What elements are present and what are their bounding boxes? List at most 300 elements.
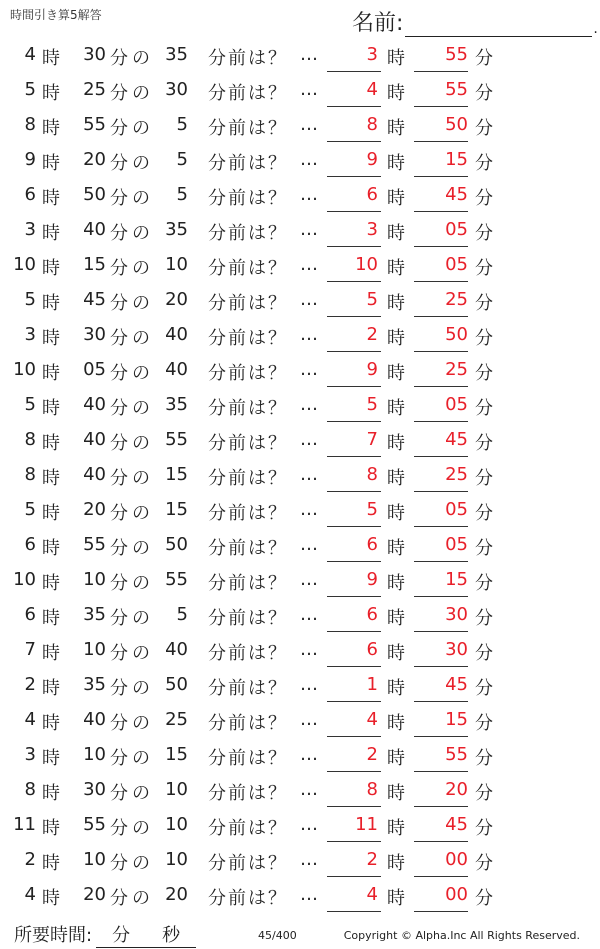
answer-hour-label: 時 xyxy=(387,258,405,279)
answer-minute-label: 分 xyxy=(475,433,493,454)
problem-minute: 10 xyxy=(83,849,106,870)
minutes-before: 35 xyxy=(165,44,188,65)
answer-minute-field[interactable] xyxy=(414,456,468,457)
answer-hour-field[interactable] xyxy=(327,176,381,177)
minutes-before: 55 xyxy=(165,569,188,590)
problem-row xyxy=(0,214,600,249)
question-label: 分前は？ xyxy=(208,818,288,839)
answer-hour: 6 xyxy=(366,534,378,555)
name-label: 名前: xyxy=(352,11,404,36)
answer-minute: 50 xyxy=(445,114,468,135)
minute-label: 分 xyxy=(110,433,128,454)
question-label: 分前は？ xyxy=(208,783,288,804)
hour-label: 時 xyxy=(42,293,60,314)
ellipsis: … xyxy=(300,604,318,625)
answer-hour: 2 xyxy=(366,744,378,765)
hour-label: 時 xyxy=(42,573,60,594)
minutes-before: 40 xyxy=(165,359,188,380)
answer-hour-label: 時 xyxy=(387,503,405,524)
answer-hour: 5 xyxy=(366,289,378,310)
answer-hour-field[interactable] xyxy=(327,596,381,597)
question-label: 分前は？ xyxy=(208,398,288,419)
answer-minute-field[interactable] xyxy=(414,141,468,142)
question-label: 分前は？ xyxy=(208,153,288,174)
hour-label: 時 xyxy=(42,433,60,454)
minute-label: 分 xyxy=(112,925,131,946)
hour-label: 時 xyxy=(42,83,60,104)
problem-hour: 3 xyxy=(24,219,36,240)
problem-row xyxy=(0,634,600,669)
problem-row xyxy=(0,739,600,774)
answer-hour: 2 xyxy=(366,324,378,345)
of-label: の xyxy=(132,853,150,874)
answer-minute-field[interactable] xyxy=(414,841,468,842)
answer-hour-field[interactable] xyxy=(327,701,381,702)
problem-row xyxy=(0,564,600,599)
answer-hour-label: 時 xyxy=(387,398,405,419)
minute-label: 分 xyxy=(110,678,128,699)
answer-minute-label: 分 xyxy=(475,748,493,769)
of-label: の xyxy=(132,748,150,769)
of-label: の xyxy=(132,468,150,489)
problem-hour: 9 xyxy=(24,149,36,170)
answer-hour: 6 xyxy=(366,604,378,625)
problem-row xyxy=(0,704,600,739)
problem-row xyxy=(0,249,600,284)
name-field[interactable] xyxy=(405,14,592,37)
answer-hour-label: 時 xyxy=(387,433,405,454)
problem-minute: 45 xyxy=(83,289,106,310)
ellipsis: … xyxy=(300,674,318,695)
answer-hour-label: 時 xyxy=(387,713,405,734)
minutes-before: 10 xyxy=(165,814,188,835)
ellipsis: … xyxy=(300,884,318,905)
question-label: 分前は？ xyxy=(208,643,288,664)
problem-hour: 2 xyxy=(24,674,36,695)
minute-label: 分 xyxy=(110,713,128,734)
ellipsis: … xyxy=(300,534,318,555)
question-label: 分前は？ xyxy=(208,363,288,384)
hour-label: 時 xyxy=(42,48,60,69)
answer-hour-field[interactable] xyxy=(327,911,381,912)
problem-hour: 4 xyxy=(24,884,36,905)
problem-row xyxy=(0,529,600,564)
problem-row xyxy=(0,109,600,144)
problem-minute: 10 xyxy=(83,639,106,660)
answer-hour-field[interactable] xyxy=(327,876,381,877)
question-label: 分前は？ xyxy=(208,608,288,629)
answer-hour-label: 時 xyxy=(387,748,405,769)
problem-hour: 3 xyxy=(24,744,36,765)
question-label: 分前は？ xyxy=(208,118,288,139)
question-label: 分前は？ xyxy=(208,853,288,874)
ellipsis: … xyxy=(300,289,318,310)
hour-label: 時 xyxy=(42,783,60,804)
answer-hour-label: 時 xyxy=(387,538,405,559)
problem-row xyxy=(0,179,600,214)
answer-hour-field[interactable] xyxy=(327,71,381,72)
answer-minute-field[interactable] xyxy=(414,736,468,737)
problem-minute: 55 xyxy=(83,114,106,135)
question-label: 分前は？ xyxy=(208,83,288,104)
minutes-before: 50 xyxy=(165,534,188,555)
question-label: 分前は？ xyxy=(208,748,288,769)
answer-minute-label: 分 xyxy=(475,608,493,629)
problem-row xyxy=(0,879,600,914)
answer-hour: 4 xyxy=(366,709,378,730)
answer-hour-field[interactable] xyxy=(327,246,381,247)
answer-minute-field[interactable] xyxy=(414,666,468,667)
answer-hour-label: 時 xyxy=(387,783,405,804)
answer-hour: 8 xyxy=(366,114,378,135)
minute-label: 分 xyxy=(110,748,128,769)
answer-minute-field[interactable] xyxy=(414,421,468,422)
worksheet-title: 時間引き算5解答 xyxy=(10,8,102,22)
answer-hour: 4 xyxy=(366,79,378,100)
question-label: 分前は？ xyxy=(208,328,288,349)
answer-minute: 00 xyxy=(445,884,468,905)
answer-hour-field[interactable] xyxy=(327,211,381,212)
hour-label: 時 xyxy=(42,223,60,244)
minutes-before: 5 xyxy=(176,604,188,625)
answer-hour-label: 時 xyxy=(387,328,405,349)
answer-minute-field[interactable] xyxy=(414,316,468,317)
answer-minute-label: 分 xyxy=(475,188,493,209)
ellipsis: … xyxy=(300,464,318,485)
answer-hour-field[interactable] xyxy=(327,141,381,142)
problem-minute: 20 xyxy=(83,499,106,520)
answer-hour-field[interactable] xyxy=(327,386,381,387)
answer-hour-field[interactable] xyxy=(327,841,381,842)
ellipsis: … xyxy=(300,814,318,835)
minutes-before: 35 xyxy=(165,394,188,415)
problem-minute: 20 xyxy=(83,149,106,170)
answer-minute-label: 分 xyxy=(475,363,493,384)
answer-hour-label: 時 xyxy=(387,888,405,909)
answer-hour-field[interactable] xyxy=(327,561,381,562)
of-label: の xyxy=(132,293,150,314)
answer-hour: 6 xyxy=(366,184,378,205)
answer-hour: 2 xyxy=(366,849,378,870)
answer-minute-label: 分 xyxy=(475,573,493,594)
minute-label: 分 xyxy=(110,503,128,524)
answer-hour-field[interactable] xyxy=(327,771,381,772)
answer-hour-field[interactable] xyxy=(327,316,381,317)
answer-hour-label: 時 xyxy=(387,188,405,209)
answer-minute: 00 xyxy=(445,849,468,870)
answer-minute-label: 分 xyxy=(475,258,493,279)
minute-label: 分 xyxy=(110,573,128,594)
of-label: の xyxy=(132,433,150,454)
of-label: の xyxy=(132,608,150,629)
minutes-before: 10 xyxy=(165,779,188,800)
problem-hour: 3 xyxy=(24,324,36,345)
answer-minute-field[interactable] xyxy=(414,176,468,177)
of-label: の xyxy=(132,48,150,69)
ellipsis: … xyxy=(300,744,318,765)
copyright: Copyright © Alpha.Inc All Rights Reserved. xyxy=(343,929,580,942)
answer-minute-label: 分 xyxy=(475,888,493,909)
ellipsis: … xyxy=(300,849,318,870)
answer-minute: 05 xyxy=(445,219,468,240)
answer-hour-field[interactable] xyxy=(327,351,381,352)
question-label: 分前は？ xyxy=(208,223,288,244)
question-label: 分前は？ xyxy=(208,188,288,209)
hour-label: 時 xyxy=(42,608,60,629)
minute-label: 分 xyxy=(110,83,128,104)
answer-minute: 25 xyxy=(445,464,468,485)
answer-hour-field[interactable] xyxy=(327,666,381,667)
answer-hour-label: 時 xyxy=(387,468,405,489)
of-label: の xyxy=(132,643,150,664)
answer-hour-label: 時 xyxy=(387,153,405,174)
ellipsis: … xyxy=(300,429,318,450)
name-area xyxy=(352,6,598,37)
answer-minute: 45 xyxy=(445,674,468,695)
problem-row xyxy=(0,494,600,529)
time-required-field[interactable] xyxy=(96,921,196,948)
minute-label: 分 xyxy=(110,888,128,909)
answer-hour: 9 xyxy=(366,359,378,380)
answer-minute-field[interactable] xyxy=(414,876,468,877)
answer-hour: 11 xyxy=(355,814,378,835)
ellipsis: … xyxy=(300,569,318,590)
question-label: 分前は？ xyxy=(208,713,288,734)
problem-minute: 10 xyxy=(83,744,106,765)
answer-hour-field[interactable] xyxy=(327,631,381,632)
answer-minute: 15 xyxy=(445,569,468,590)
of-label: の xyxy=(132,223,150,244)
answer-hour: 5 xyxy=(366,499,378,520)
problem-list xyxy=(0,39,600,914)
minutes-before: 20 xyxy=(165,289,188,310)
answer-minute: 05 xyxy=(445,499,468,520)
minute-label: 分 xyxy=(110,223,128,244)
of-label: の xyxy=(132,818,150,839)
of-label: の xyxy=(132,678,150,699)
hour-label: 時 xyxy=(42,118,60,139)
hour-label: 時 xyxy=(42,643,60,664)
answer-minute: 55 xyxy=(445,44,468,65)
answer-minute-label: 分 xyxy=(475,398,493,419)
answer-minute: 45 xyxy=(445,184,468,205)
answer-minute-label: 分 xyxy=(475,48,493,69)
answer-minute: 30 xyxy=(445,604,468,625)
problem-hour: 5 xyxy=(24,499,36,520)
problem-hour: 5 xyxy=(24,289,36,310)
ellipsis: … xyxy=(300,219,318,240)
of-label: の xyxy=(132,118,150,139)
problem-minute: 35 xyxy=(83,604,106,625)
of-label: の xyxy=(132,363,150,384)
ellipsis: … xyxy=(300,324,318,345)
answer-hour: 5 xyxy=(366,394,378,415)
problem-row xyxy=(0,284,600,319)
ellipsis: … xyxy=(300,184,318,205)
answer-minute-label: 分 xyxy=(475,503,493,524)
answer-minute-field[interactable] xyxy=(414,246,468,247)
problem-minute: 30 xyxy=(83,779,106,800)
answer-minute-field[interactable] xyxy=(414,71,468,72)
answer-hour-field[interactable] xyxy=(327,736,381,737)
answer-hour-field[interactable] xyxy=(327,806,381,807)
question-label: 分前は？ xyxy=(208,258,288,279)
problem-minute: 30 xyxy=(83,324,106,345)
minute-label: 分 xyxy=(110,48,128,69)
answer-minute-label: 分 xyxy=(475,153,493,174)
minutes-before: 25 xyxy=(165,709,188,730)
problem-minute: 40 xyxy=(83,709,106,730)
answer-minute-field[interactable] xyxy=(414,631,468,632)
minutes-before: 15 xyxy=(165,464,188,485)
question-label: 分前は？ xyxy=(208,573,288,594)
answer-minute-field[interactable] xyxy=(414,596,468,597)
answer-hour: 3 xyxy=(366,44,378,65)
minute-label: 分 xyxy=(110,363,128,384)
answer-minute-field[interactable] xyxy=(414,106,468,107)
hour-label: 時 xyxy=(42,818,60,839)
answer-minute: 45 xyxy=(445,814,468,835)
answer-minute-label: 分 xyxy=(475,328,493,349)
minute-label: 分 xyxy=(110,293,128,314)
minutes-before: 5 xyxy=(176,184,188,205)
of-label: の xyxy=(132,153,150,174)
minutes-before: 10 xyxy=(165,849,188,870)
question-label: 分前は？ xyxy=(208,538,288,559)
time-required xyxy=(14,921,196,948)
answer-minute-field[interactable] xyxy=(414,911,468,912)
answer-minute: 05 xyxy=(445,254,468,275)
minutes-before: 40 xyxy=(165,639,188,660)
answer-minute-label: 分 xyxy=(475,713,493,734)
problem-row xyxy=(0,144,600,179)
minute-label: 分 xyxy=(110,643,128,664)
answer-minute-label: 分 xyxy=(475,853,493,874)
answer-minute: 25 xyxy=(445,359,468,380)
hour-label: 時 xyxy=(42,328,60,349)
problem-hour: 6 xyxy=(24,184,36,205)
problem-hour: 8 xyxy=(24,429,36,450)
answer-minute-field[interactable] xyxy=(414,806,468,807)
answer-hour: 8 xyxy=(366,779,378,800)
problem-hour: 10 xyxy=(13,569,36,590)
answer-hour-field[interactable] xyxy=(327,456,381,457)
answer-minute-label: 分 xyxy=(475,223,493,244)
of-label: の xyxy=(132,538,150,559)
problem-hour: 6 xyxy=(24,534,36,555)
answer-hour-label: 時 xyxy=(387,293,405,314)
answer-hour: 6 xyxy=(366,639,378,660)
problem-row xyxy=(0,424,600,459)
answer-hour: 4 xyxy=(366,884,378,905)
minute-label: 分 xyxy=(110,608,128,629)
answer-minute-field[interactable] xyxy=(414,561,468,562)
problem-hour: 7 xyxy=(24,639,36,660)
hour-label: 時 xyxy=(42,188,60,209)
answer-minute: 45 xyxy=(445,429,468,450)
answer-hour-label: 時 xyxy=(387,118,405,139)
answer-minute-field[interactable] xyxy=(414,281,468,282)
ellipsis: … xyxy=(300,639,318,660)
answer-minute-field[interactable] xyxy=(414,701,468,702)
answer-minute: 15 xyxy=(445,149,468,170)
minute-label: 分 xyxy=(110,258,128,279)
hour-label: 時 xyxy=(42,153,60,174)
answer-minute-field[interactable] xyxy=(414,386,468,387)
answer-minute: 05 xyxy=(445,394,468,415)
problem-row xyxy=(0,809,600,844)
answer-hour: 9 xyxy=(366,149,378,170)
problem-minute: 05 xyxy=(83,359,106,380)
problem-minute: 35 xyxy=(83,674,106,695)
answer-hour-field[interactable] xyxy=(327,281,381,282)
answer-minute-field[interactable] xyxy=(414,526,468,527)
minute-label: 分 xyxy=(110,118,128,139)
of-label: の xyxy=(132,83,150,104)
problem-minute: 10 xyxy=(83,569,106,590)
answer-minute-field[interactable] xyxy=(414,771,468,772)
answer-minute-field[interactable] xyxy=(414,491,468,492)
name-dot: . xyxy=(593,21,598,37)
second-label: 秒 xyxy=(162,925,181,946)
answer-hour-field[interactable] xyxy=(327,421,381,422)
ellipsis: … xyxy=(300,394,318,415)
minute-label: 分 xyxy=(110,538,128,559)
problem-hour: 8 xyxy=(24,779,36,800)
answer-minute-label: 分 xyxy=(475,538,493,559)
problem-hour: 11 xyxy=(13,814,36,835)
hour-label: 時 xyxy=(42,503,60,524)
answer-hour-field[interactable] xyxy=(327,526,381,527)
answer-minute-label: 分 xyxy=(475,643,493,664)
minutes-before: 10 xyxy=(165,254,188,275)
hour-label: 時 xyxy=(42,258,60,279)
answer-minute: 25 xyxy=(445,289,468,310)
of-label: の xyxy=(132,398,150,419)
problem-row xyxy=(0,774,600,809)
ellipsis: … xyxy=(300,114,318,135)
minutes-before: 5 xyxy=(176,149,188,170)
answer-hour: 3 xyxy=(366,219,378,240)
question-label: 分前は？ xyxy=(208,48,288,69)
of-label: の xyxy=(132,573,150,594)
problem-minute: 55 xyxy=(83,534,106,555)
problem-hour: 6 xyxy=(24,604,36,625)
question-label: 分前は？ xyxy=(208,678,288,699)
answer-hour-field[interactable] xyxy=(327,106,381,107)
answer-hour-label: 時 xyxy=(387,678,405,699)
problem-row xyxy=(0,354,600,389)
answer-minute-label: 分 xyxy=(475,118,493,139)
problem-minute: 20 xyxy=(83,884,106,905)
answer-minute-field[interactable] xyxy=(414,351,468,352)
hour-label: 時 xyxy=(42,398,60,419)
of-label: の xyxy=(132,328,150,349)
minute-label: 分 xyxy=(110,398,128,419)
answer-minute-label: 分 xyxy=(475,293,493,314)
ellipsis: … xyxy=(300,779,318,800)
problem-minute: 40 xyxy=(83,464,106,485)
problem-minute: 40 xyxy=(83,394,106,415)
answer-hour-field[interactable] xyxy=(327,491,381,492)
answer-hour-label: 時 xyxy=(387,363,405,384)
hour-label: 時 xyxy=(42,468,60,489)
minutes-before: 5 xyxy=(176,114,188,135)
problem-minute: 30 xyxy=(83,44,106,65)
answer-minute-field[interactable] xyxy=(414,211,468,212)
answer-minute-label: 分 xyxy=(475,818,493,839)
minutes-before: 20 xyxy=(165,884,188,905)
